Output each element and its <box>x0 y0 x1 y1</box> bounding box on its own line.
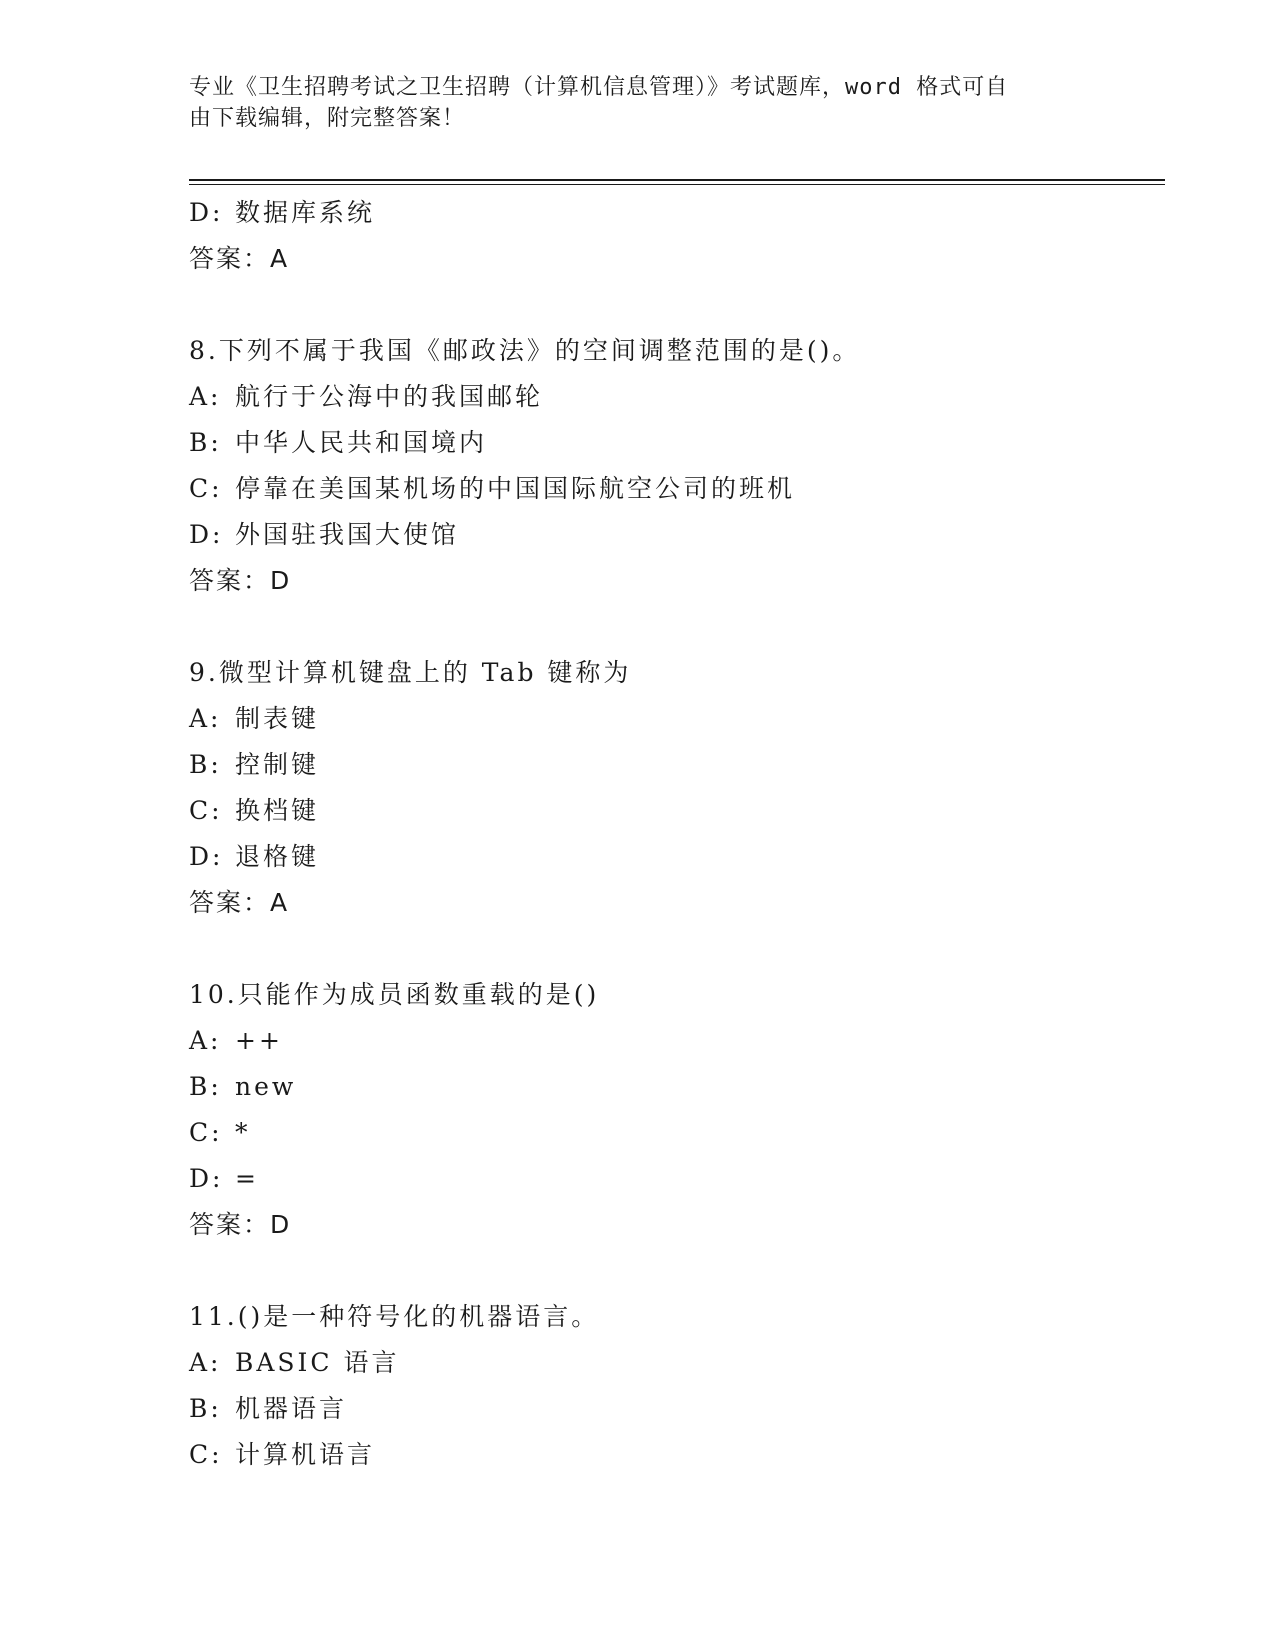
option-label: B: <box>189 1072 222 1101</box>
option-d <box>189 190 1165 236</box>
option-b <box>189 742 1165 788</box>
document-header <box>189 72 1079 134</box>
option-label: B: <box>189 1394 222 1423</box>
header-divider-thin <box>189 184 1165 185</box>
option-c <box>189 1432 1165 1478</box>
option-c <box>189 788 1165 834</box>
option-label: D: <box>189 842 224 871</box>
question-list <box>189 190 1165 1478</box>
option-text: 停靠在美国某机场的中国国际航空公司的班机 <box>235 474 796 503</box>
option-text: 外国驻我国大使馆 <box>235 520 460 549</box>
option-text: 退格键 <box>235 842 320 871</box>
option-text: ++ <box>235 1026 283 1055</box>
option-text: = <box>235 1164 259 1193</box>
option-label: D: <box>189 520 224 549</box>
answer-line: 答案：A <box>189 888 290 917</box>
option-a <box>189 696 1165 742</box>
option-text: new <box>235 1072 297 1101</box>
option-label: A: <box>189 1348 222 1377</box>
option-d <box>189 512 1165 558</box>
header-line-2: 由下载编辑，附完整答案！ <box>189 106 466 131</box>
option-label: A: <box>189 382 222 411</box>
option-text: 机器语言 <box>235 1394 348 1423</box>
question-stem: 9.微型计算机键盘上的 Tab 键称为 <box>189 658 632 687</box>
option-label: B: <box>189 428 222 457</box>
option-label: C: <box>189 796 223 825</box>
option-b <box>189 420 1165 466</box>
option-label: B: <box>189 750 222 779</box>
option-text: 换档键 <box>235 796 320 825</box>
option-a <box>189 374 1165 420</box>
question-stem: 8.下列不属于我国《邮政法》的空间调整范围的是()。 <box>189 336 861 365</box>
option-text: 控制键 <box>235 750 320 779</box>
option-text: 制表键 <box>235 704 320 733</box>
question-stem: 11.()是一种符号化的机器语言。 <box>189 1302 600 1331</box>
option-d <box>189 1156 1165 1202</box>
option-c <box>189 1110 1165 1156</box>
option-label: A: <box>189 1026 222 1055</box>
answer-line: 答案：A <box>189 244 290 273</box>
header-line-1: 专业《卫生招聘考试之卫生招聘（计算机信息管理）》考试题库，word 格式可自 <box>189 75 1009 100</box>
option-a <box>189 1018 1165 1064</box>
option-label: D: <box>189 1164 224 1193</box>
option-b <box>189 1064 1165 1110</box>
option-text: 数据库系统 <box>235 198 376 227</box>
option-text: * <box>235 1118 251 1147</box>
option-text: 航行于公海中的我国邮轮 <box>235 382 544 411</box>
option-d <box>189 834 1165 880</box>
answer-line: 答案：D <box>189 566 292 595</box>
answer-line: 答案：D <box>189 1210 292 1239</box>
option-b <box>189 1386 1165 1432</box>
option-label: D: <box>189 198 224 227</box>
option-text: BASIC 语言 <box>235 1348 400 1377</box>
option-label: C: <box>189 1118 223 1147</box>
option-label: C: <box>189 1440 223 1469</box>
option-text: 中华人民共和国境内 <box>235 428 488 457</box>
option-a <box>189 1340 1165 1386</box>
option-label: A: <box>189 704 222 733</box>
header-divider-thick <box>189 179 1165 181</box>
question-stem: 10.只能作为成员函数重载的是() <box>189 980 600 1009</box>
option-c <box>189 466 1165 512</box>
option-label: C: <box>189 474 223 503</box>
option-text: 计算机语言 <box>235 1440 376 1469</box>
